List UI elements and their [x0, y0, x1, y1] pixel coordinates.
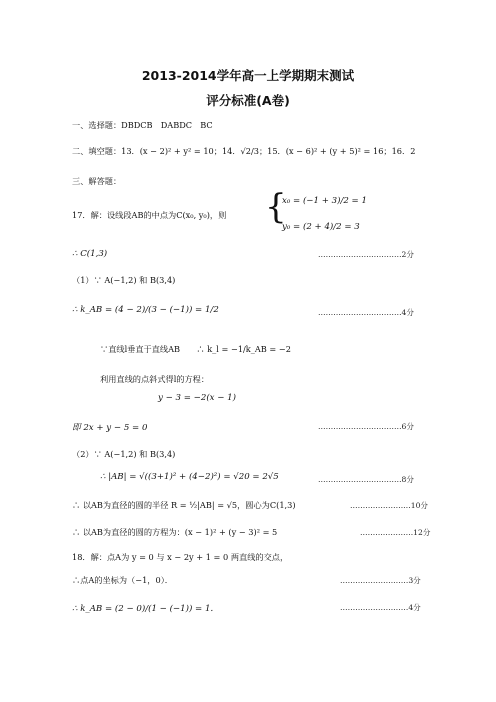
q18-pointA: ∴点A的坐标为（−1，0）．	[72, 575, 173, 585]
q17-perpendicular: ∵直线l垂直于直线AB ∴ k_l = −1/k_AB = −2	[100, 344, 291, 354]
q18-intro: 18．解：点A为 y = 0 与 x − 2y + 1 = 0 两直线的交点，	[72, 552, 289, 562]
q17-point-slope: 利用直线的点斜式得l的方程：	[100, 374, 210, 384]
q17-y0: y₀ = (2 + 4)/2 = 3	[282, 222, 360, 232]
document-subtitle: 评分标准(A卷)	[206, 93, 290, 108]
fill-answers: 二、填空题：13．(x − 2)² + y² = 10；14．√2/3；15．(x − 6)² + (y + 5)² = 16；16．2	[72, 146, 416, 156]
q17-line-eq: y − 3 = −2(x − 1)	[158, 393, 237, 403]
choice-answers: 一、选择题：DBDCB DABDC BC	[72, 120, 213, 130]
q17-radius: ∴ 以AB为直径的圆的半径 R = ½|AB| = √5，圆心为C(1,3)	[72, 500, 296, 510]
system-brace: {	[265, 187, 287, 227]
section-heading: 三、解答题：	[72, 176, 122, 186]
q17-circle-eq: ∴ 以AB为直径的圆的方程为：(x − 1)² + (y − 3)² = 5	[72, 527, 278, 537]
score-4b: ………………………4分	[340, 603, 421, 612]
q17-part1: （1）∵ A(−1,2) 和 B(3,4)	[72, 275, 176, 285]
q17-part2: （2）∵ A(−1,2) 和 B(3,4)	[72, 449, 176, 459]
q17-midpoint: ∴ C(1,3)	[72, 249, 108, 259]
score-4: ……………………………4分	[318, 308, 414, 317]
q17-slope: ∴ k_AB = (4 − 2)/(3 − (−1)) = 1/2	[72, 305, 219, 315]
score-8: ……………………………8分	[318, 475, 414, 484]
q17-intro: 17．解：设线段AB的中点为C(x₀, y₀)，则	[72, 210, 227, 220]
score-6: ……………………………6分	[318, 422, 414, 431]
q18-slope: ∴ k_AB = (2 − 0)/(1 − (−1)) = 1．	[72, 604, 220, 614]
score-12: …………………12分	[360, 528, 431, 537]
q17-answer1: 即 2x + y − 5 = 0	[72, 423, 148, 433]
q17-distance: ∴ |AB| = √((3+1)² + (4−2)²) = √20 = 2√5	[100, 472, 279, 482]
document-title: 2013-2014学年高一上学期期末测试	[141, 68, 355, 83]
score-10: ……………………10分	[350, 501, 429, 510]
score-3: ………………………3分	[340, 576, 421, 585]
q17-x0: x₀ = (−1 + 3)/2 = 1	[282, 196, 367, 206]
score-2: ……………………………2分	[318, 250, 414, 259]
